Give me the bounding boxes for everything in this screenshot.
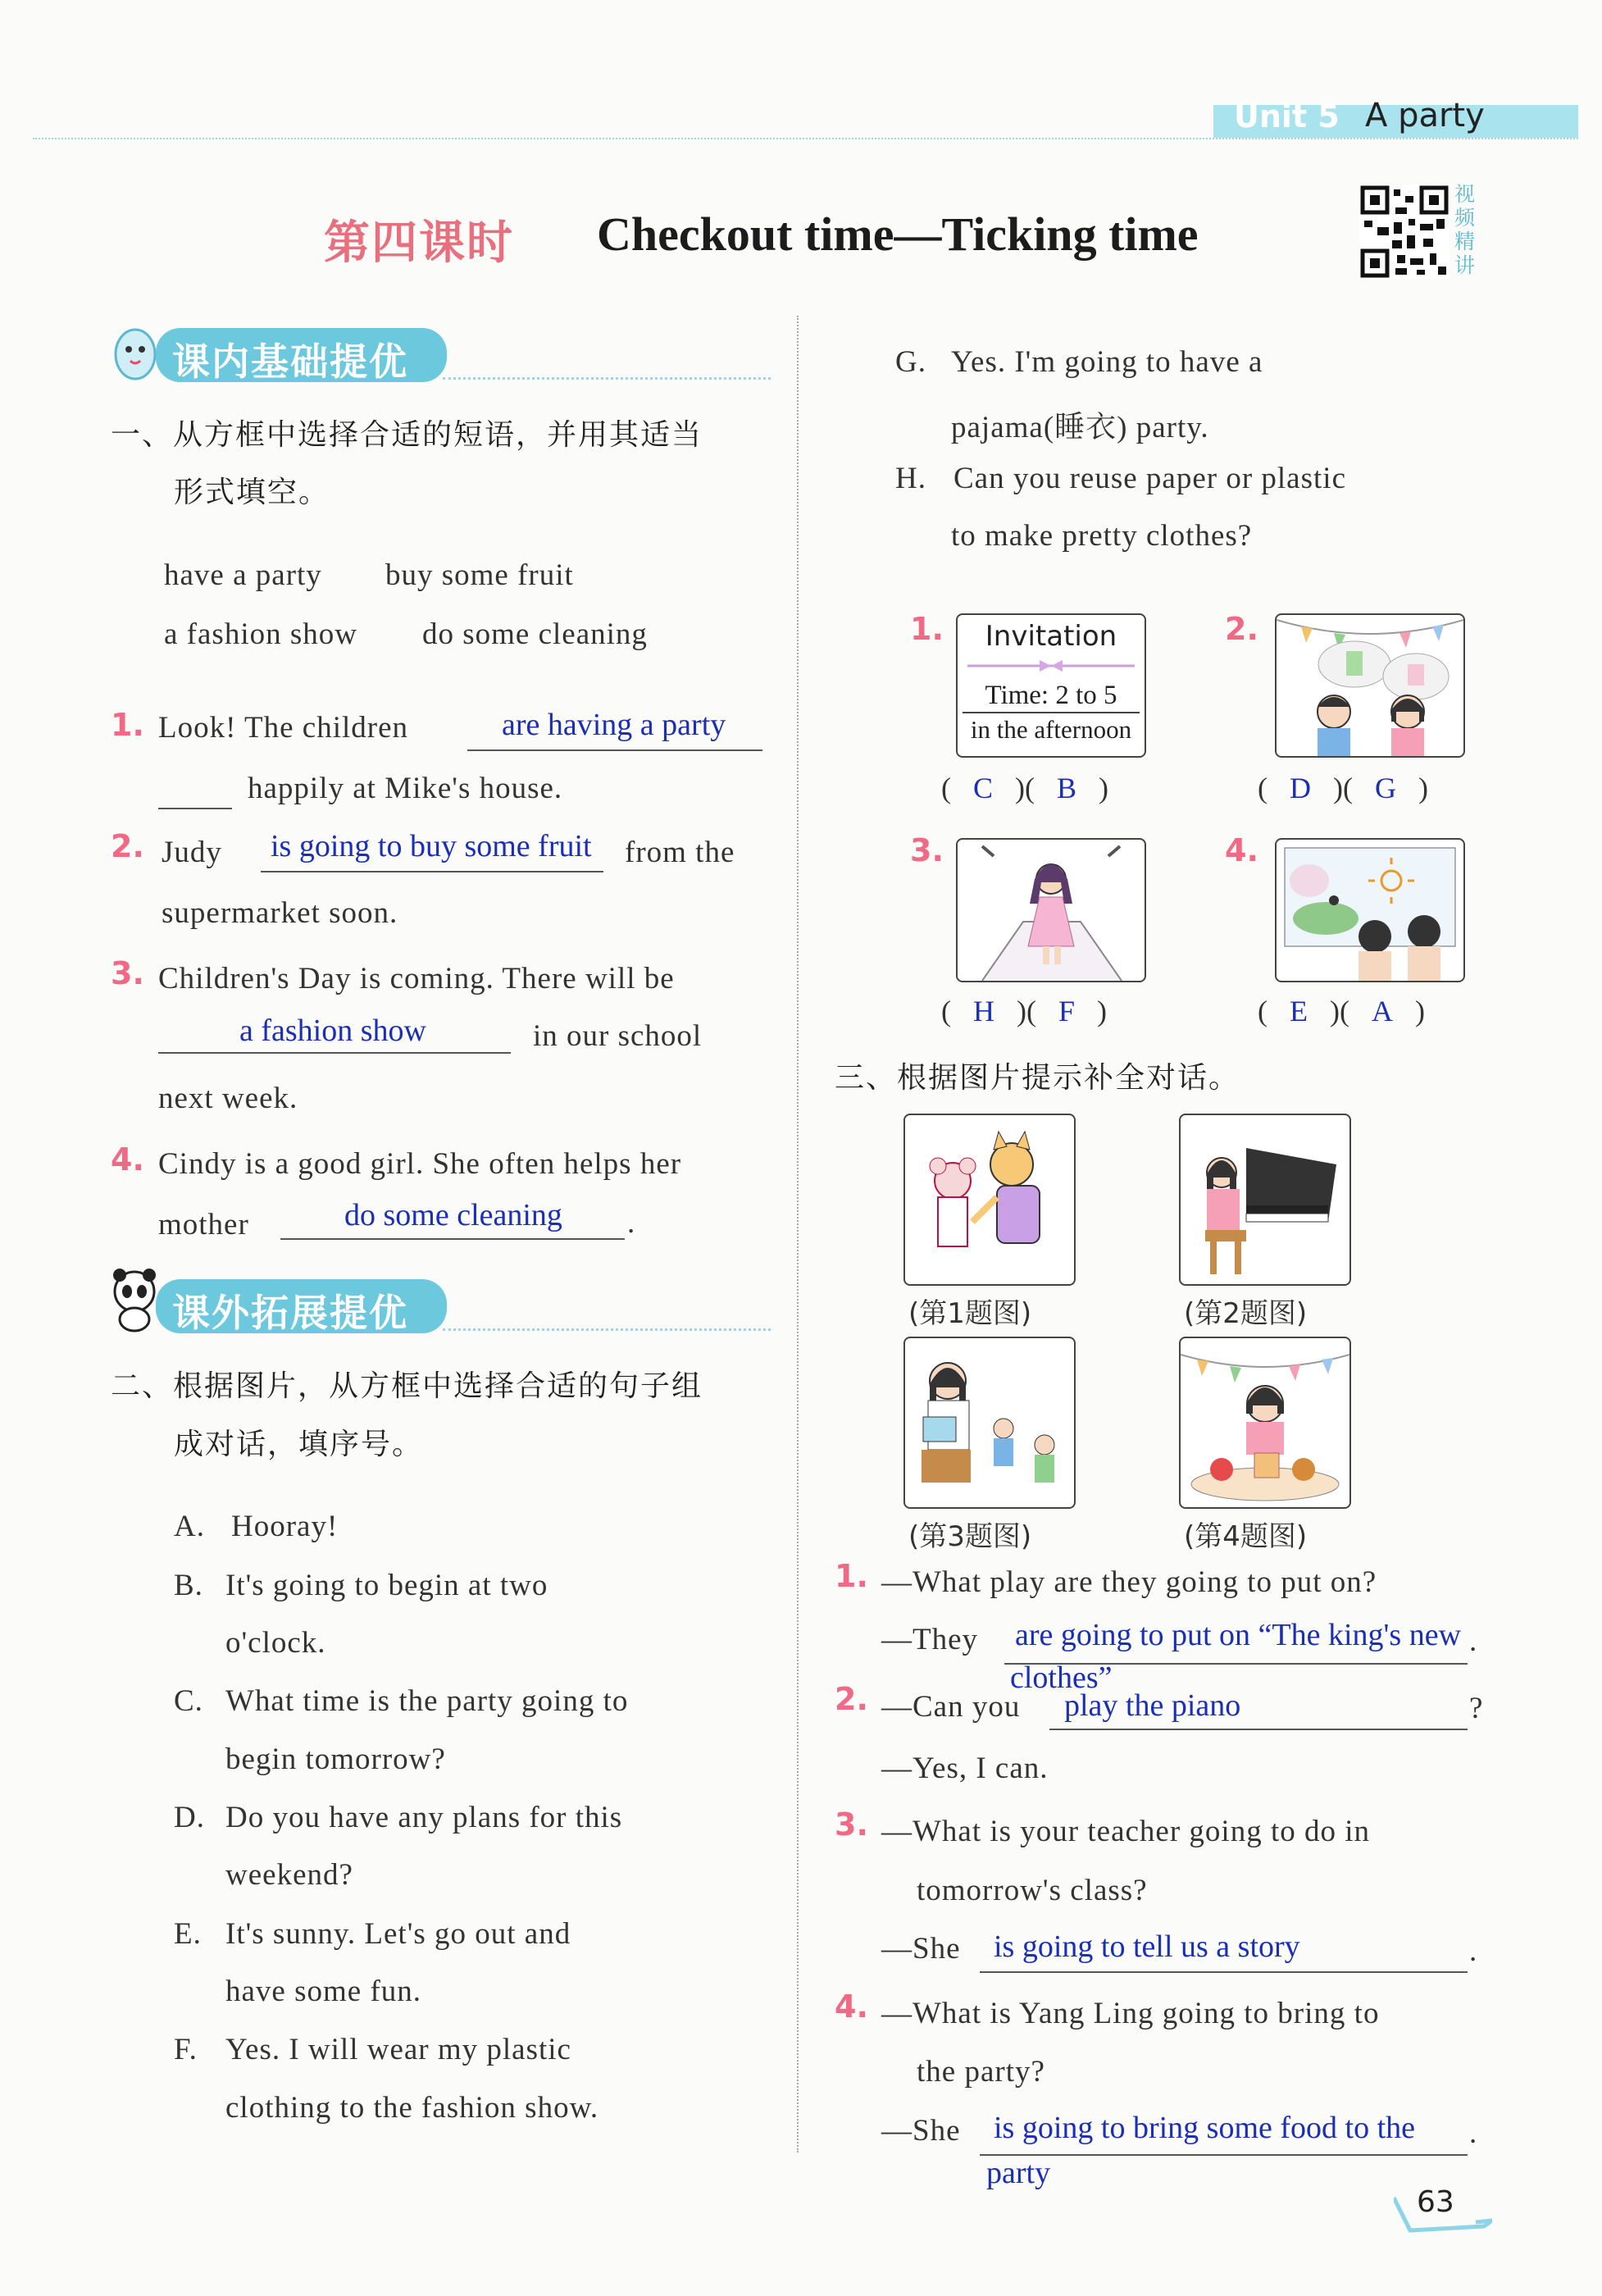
answer-text: are having a party [502,708,726,742]
page-number: 63 [1417,2185,1454,2219]
answer-text: a fashion show [239,1014,426,1048]
option-text: Hooray! [231,1510,339,1543]
answer-prefix: —She [881,1932,961,1966]
option-text: pajama(睡衣) party. [951,411,1209,444]
picture-piano [1179,1114,1351,1286]
box-option: have a party [164,558,322,592]
q1-title-line1: 一、从方框中选择合适的短语，并用其适当 [111,418,703,452]
q1-title-line2: 形式填空。 [174,476,330,509]
reply-text: —Yes, I can. [881,1752,1049,1785]
answer-line [158,808,232,809]
option-text: Yes. I will wear my plastic [225,2033,571,2066]
item-number: 2. [835,1681,868,1717]
answer-line [158,1052,511,1054]
answer-brackets: ( C )( B ) [941,772,1109,804]
option-text: o'clock. [225,1626,326,1660]
question-text: the party? [917,2055,1045,2089]
answer-letter: E [1290,995,1308,1027]
item-number: 1. [835,1558,868,1594]
item-text: Cindy is a good girl. She often helps her [158,1147,682,1181]
answer-text: are going to put on “The king's new [1015,1618,1462,1652]
answer-line [280,1238,625,1240]
picture-caption: (第2题图) [1184,1297,1308,1330]
answer-line [261,871,603,872]
question-text: tomorrow's class? [917,1874,1148,1907]
picture-fashion-girl [956,838,1146,982]
picture-pajama-kids [1275,613,1465,758]
item-text: Children's Day is coming. There will be [158,962,675,995]
invitation-line2: in the afternoon [970,715,1132,744]
qr-label: 视频精讲 [1454,182,1476,277]
column-divider [797,316,799,2152]
item-text: mother [158,1208,249,1241]
invitation-line1: Time: 2 to 5 [985,681,1117,710]
qr-code[interactable] [1359,184,1450,279]
answer-text: clothes” [1010,1660,1113,1695]
item-text: next week. [158,1082,298,1115]
option-text: weekend? [225,1858,353,1892]
option-text: Yes. I'm going to have a [951,345,1263,379]
banner-title: 课内基础提优 [172,339,408,384]
question-text: —What play are they going to put on? [881,1565,1377,1599]
header-rule [33,138,1578,139]
punctuation: . [1469,1624,1478,1658]
picture-cat-play [903,1114,1076,1286]
unit-label: Unit 5 [1234,98,1340,134]
option-text: It's sunny. Let's go out and [225,1917,571,1951]
punctuation: ? [1469,1692,1484,1725]
answer-line [980,2154,1468,2156]
pic-number: 2. [1225,611,1258,647]
answer-letter: D [1290,772,1311,804]
pic-number: 1. [910,611,944,647]
picture-caption: (第1题图) [908,1297,1032,1330]
q3-title: 三、根据图片提示补全对话。 [835,1061,1240,1095]
answer-brackets: ( D )( G ) [1258,772,1428,804]
option-key: B. [174,1569,203,1602]
answer-letter: F [1058,995,1076,1027]
answer-text: is going to bring some food to the [994,2111,1416,2145]
answer-letter: H [973,995,994,1027]
picture-teacher-story [903,1337,1076,1509]
q2-title-line2: 成对话，填序号。 [174,1428,424,1461]
punctuation: . [1469,1934,1478,1968]
option-key: H. [895,462,926,495]
question-text: —What is your teacher going to do in [881,1815,1371,1848]
answer-text: party [986,2156,1051,2190]
pic-number: 4. [1225,832,1258,868]
item-number: 4. [111,1141,144,1178]
option-key: C. [174,1684,203,1718]
invitation-card [956,613,1146,758]
unit-title: A party [1365,97,1485,134]
item-text: Look! The children [158,711,409,745]
banner-dots [443,1328,771,1331]
item-number: 1. [111,707,144,743]
answer-prefix: —She [881,2114,961,2148]
item-text: in our school [533,1019,703,1053]
item-text: happily at Mike's house. [248,772,563,805]
answer-brackets: ( E )( A ) [1258,995,1425,1027]
option-key: F. [174,2033,198,2066]
answer-line [1049,1729,1468,1730]
card-divider [963,712,1140,713]
item-number: 3. [111,955,144,991]
option-key: A. [174,1510,205,1543]
answer-text: do some cleaning [344,1198,562,1232]
option-text: to make pretty clothes? [951,519,1253,553]
box-option: a fashion show [164,617,357,651]
option-text: have some fun. [225,1975,422,2008]
option-text: clothing to the fashion show. [225,2091,599,2125]
answer-letter: C [973,772,994,804]
q2-title-line1: 二、根据图片，从方框中选择合适的句子组 [111,1369,703,1403]
option-text: Do you have any plans for this [225,1801,623,1834]
option-text: begin tomorrow? [225,1742,446,1776]
answer-text: play the piano [1064,1688,1241,1723]
lesson-label: 第四课时 [324,216,514,270]
option-key: E. [174,1917,202,1951]
option-key: G. [895,345,926,379]
picture-sunny-window [1275,838,1465,982]
answer-text: is going to tell us a story [994,1929,1300,1964]
question-text: —What is Yang Ling going to bring to [881,1997,1380,2030]
option-key: D. [174,1801,205,1834]
box-option: do some cleaning [422,617,648,651]
answer-brackets: ( H )( F ) [941,995,1108,1027]
pic-number: 3. [910,832,944,868]
banner-title: 课外拓展提优 [172,1291,408,1335]
picture-party-food [1179,1337,1351,1509]
box-option: buy some fruit [385,558,574,592]
picture-caption: (第3题图) [908,1520,1032,1553]
item-text: Judy [162,836,222,869]
invitation-title: Invitation [985,620,1117,653]
answer-line [467,749,762,751]
item-number: 2. [111,828,144,864]
answer-line [980,1971,1468,1973]
answer-text: is going to buy some fruit [271,829,592,863]
answer-prefix: —They [881,1623,979,1656]
answer-letter: B [1057,772,1077,804]
question-text: —Can you [881,1690,1021,1724]
option-text: It's going to begin at two [225,1569,548,1602]
item-number: 4. [835,1988,868,2025]
answer-letter: A [1371,995,1393,1027]
item-text: supermarket soon. [162,896,398,930]
picture-caption: (第4题图) [1184,1520,1308,1553]
item-text: from the [625,836,735,869]
banner-icon [111,320,160,385]
ribbon-icon [967,659,1135,672]
option-text: What time is the party going to [225,1684,629,1718]
page-title: Checkout time—Ticking time [597,207,1199,261]
item-number: 3. [835,1806,868,1843]
answer-letter: G [1374,772,1396,804]
punctuation: . [1469,2116,1478,2150]
item-text: . [627,1206,636,1240]
panda-icon [108,1267,161,1332]
banner-dots [443,377,771,380]
option-text: Can you reuse paper or plastic [953,462,1346,495]
